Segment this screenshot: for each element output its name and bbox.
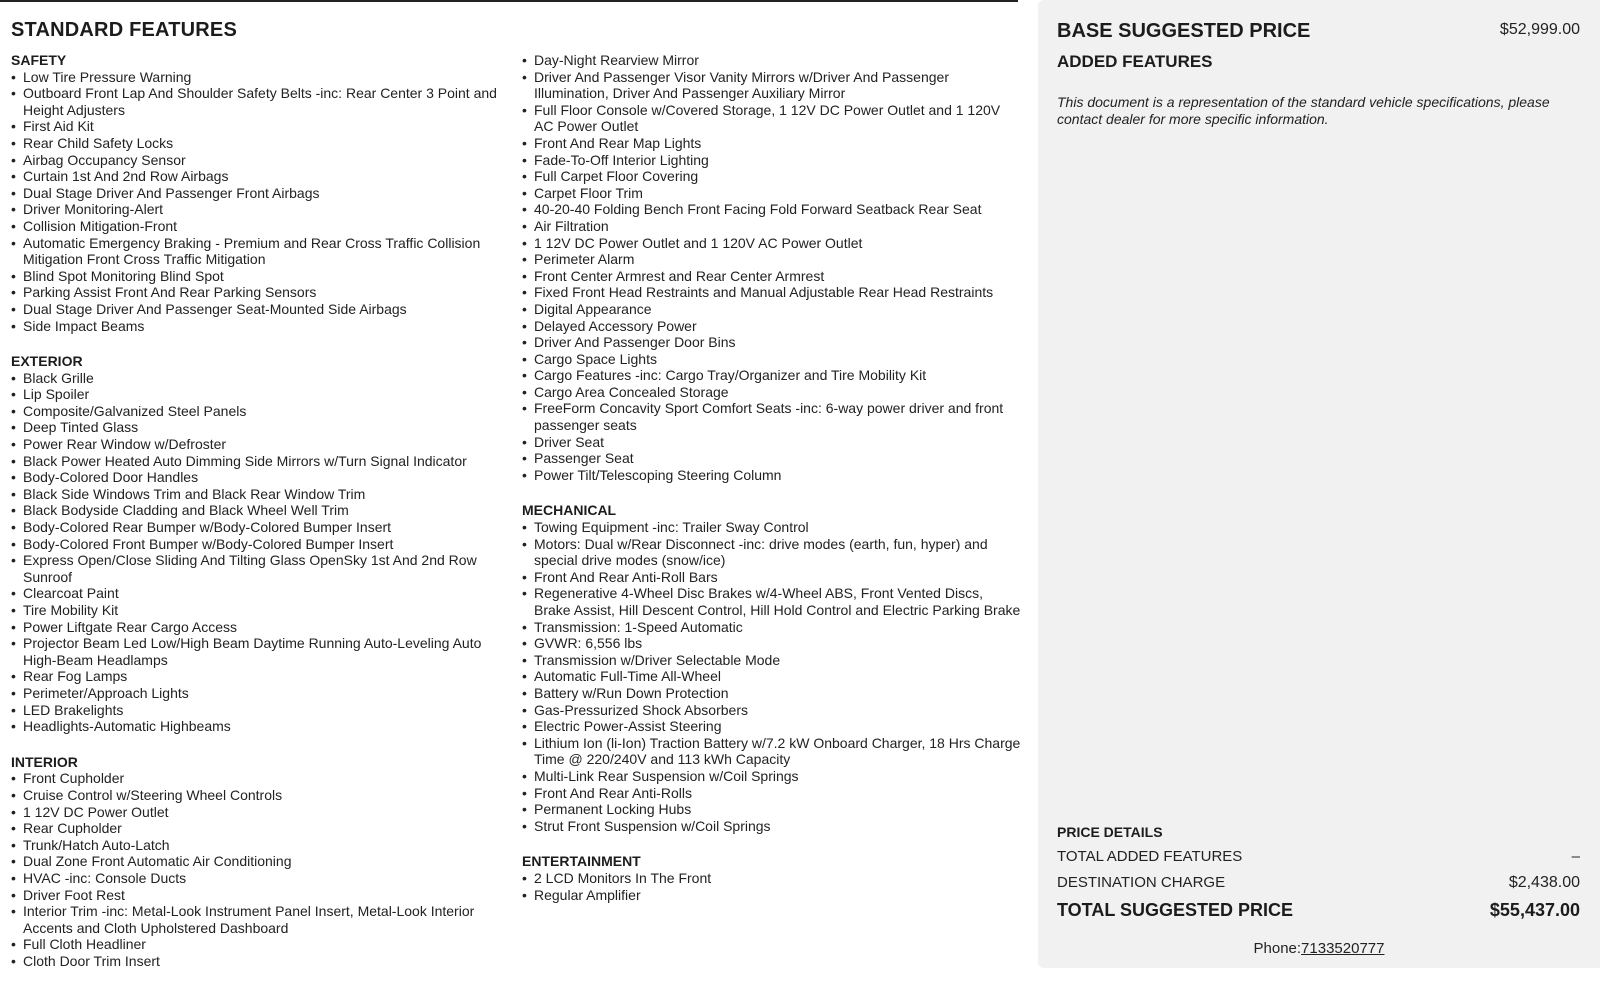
section-exterior [11,353,511,735]
feature-item: • Electric Power-Assist Steering [522,718,1022,735]
total-added-features-label: TOTAL ADDED FEATURES [1057,848,1243,865]
feature-item: • Black Grille [11,370,511,387]
feature-item: • Black Side Windows Trim and Black Rear Window Trim [11,486,511,503]
feature-item: • Black Bodyside Cladding and Black Wheel Well Trim [11,502,511,519]
feature-item: • Regenerative 4-Wheel Disc Brakes w/4-Wheel ABS, Front Vented Discs, Brake Assist, Hill Descent Control, Hill Hold Control and Electric Parking Brake [522,585,1022,618]
feature-item: • Tire Mobility Kit [11,602,511,619]
total-added-features-row [1057,848,1580,865]
feature-item: • Power Rear Window w/Defroster [11,436,511,453]
feature-item: • Rear Fog Lamps [11,668,511,685]
destination-charge-row [1057,874,1580,892]
feature-item: • Dual Stage Driver And Passenger Seat-Mounted Side Airbags [11,301,511,318]
feature-item: • Dual Stage Driver And Passenger Front Airbags [11,185,511,202]
feature-item: • Front Cupholder [11,770,511,787]
feature-item: • 1 12V DC Power Outlet and 1 120V AC Power Outlet [522,235,1022,252]
total-suggested-price-row [1057,900,1580,921]
feature-item: • Composite/Galvanized Steel Panels [11,403,511,420]
added-features-label: ADDED FEATURES [1057,52,1213,71]
phone-label: Phone: [1253,940,1302,957]
feature-item: • Cargo Space Lights [522,351,1022,368]
feature-list [522,52,1022,483]
feature-item: • Black Power Heated Auto Dimming Side Mirrors w/Turn Signal Indicator [11,453,511,470]
feature-item: • GVWR: 6,556 lbs [522,635,1022,652]
features-column-right [522,52,1022,922]
section-safety [11,52,511,334]
feature-item: • Driver And Passenger Visor Vanity Mirrors w/Driver And Passenger Illumination, Driver And Passenger Auxiliary Mirror [522,69,1022,102]
feature-item: • Fade-To-Off Interior Lighting [522,152,1022,169]
feature-item: • Gas-Pressurized Shock Absorbers [522,702,1022,719]
feature-item: • Front And Rear Anti-Roll Bars [522,569,1022,586]
feature-item: • Headlights-Automatic Highbeams [11,718,511,735]
base-price-value: $52,999.00 [1499,21,1580,38]
price-details-heading: PRICE DETAILS [1057,824,1163,840]
section-heading: SAFETY [11,52,67,68]
feature-item: • Front Center Armrest and Rear Center Armrest [522,268,1022,285]
feature-item: • 2 LCD Monitors In The Front [522,870,1022,887]
feature-item: • Body-Colored Rear Bumper w/Body-Colored Bumper Insert [11,519,511,536]
feature-item: • Express Open/Close Sliding And Tilting Glass OpenSky 1st And 2nd Row Sunroof [11,552,511,585]
feature-list [11,370,511,735]
phone-number-link[interactable]: 7133520777 [1301,940,1385,957]
disclaimer-text: This document is a representation of the standard vehicle specifications, please contact dealer for more specific information. [1057,94,1550,127]
feature-item: • Lip Spoiler [11,386,511,403]
feature-item: • Full Carpet Floor Covering [522,168,1022,185]
feature-item: • Air Filtration [522,218,1022,235]
feature-item: • Power Tilt/Telescoping Steering Column [522,467,1022,484]
feature-list [522,870,1022,903]
feature-item: • Passenger Seat [522,450,1022,467]
feature-item: • Blind Spot Monitoring Blind Spot [11,268,511,285]
feature-item: • Front And Rear Map Lights [522,135,1022,152]
feature-item: • 40-20-40 Folding Bench Front Facing Fold Forward Seatback Rear Seat [522,201,1022,218]
feature-item: • Dual Zone Front Automatic Air Conditioning [11,853,511,870]
feature-item: • 1 12V DC Power Outlet [11,804,511,821]
section-heading: EXTERIOR [11,353,83,370]
feature-item: • Strut Front Suspension w/Coil Springs [522,818,1022,835]
feature-item: • Cruise Control w/Steering Wheel Controls [11,787,511,804]
feature-item: • First Aid Kit [11,118,511,135]
feature-item: • Motors: Dual w/Rear Disconnect -inc: drive modes (earth, fun, hyper) and special drive modes (snow/ice) [522,536,1022,569]
feature-item: • Clearcoat Paint [11,585,511,602]
feature-item: • Lithium Ion (li-Ion) Traction Battery w/7.2 kW Onboard Charger, 18 Hrs Charge Time @ 220/240V and 113 kWh Capacity [522,735,1022,768]
feature-item: • Parking Assist Front And Rear Parking Sensors [11,284,511,301]
feature-item: • Delayed Accessory Power [522,318,1022,335]
standard-features-title: STANDARD FEATURES [11,19,237,41]
section-interior [11,754,511,970]
feature-item: • Driver Seat [522,434,1022,451]
feature-item: • Front And Rear Anti-Rolls [522,785,1022,802]
feature-item: • Interior Trim -inc: Metal-Look Instrument Panel Insert, Metal-Look Interior Accents and Cloth Upholstered Dashboard [11,903,511,936]
feature-item: • Transmission w/Driver Selectable Mode [522,652,1022,669]
section-interior-continued [522,52,1022,483]
section-mechanical [522,502,1022,834]
feature-item: • Digital Appearance [522,301,1022,318]
feature-item: • Rear Cupholder [11,820,511,837]
features-column-left [11,52,511,988]
feature-list [11,770,511,969]
feature-item: • Transmission: 1-Speed Automatic [522,619,1022,636]
feature-item: • Cloth Door Trim Insert [11,953,511,970]
feature-item: • Deep Tinted Glass [11,419,511,436]
feature-item: • Automatic Full-Time All-Wheel [522,668,1022,685]
feature-item: • Side Impact Beams [11,318,511,335]
section-heading: MECHANICAL [522,502,617,519]
feature-item: • Day-Night Rearview Mirror [522,52,1022,69]
total-suggested-price-value: $55,437.00 [1489,900,1580,920]
feature-list [522,519,1022,834]
feature-item: • Full Floor Console w/Covered Storage, 1 12V DC Power Outlet and 1 120V AC Power Outlet [522,102,1022,135]
section-entertainment [522,853,1022,903]
feature-item: • Towing Equipment -inc: Trailer Sway Control [522,519,1022,536]
feature-item: • Outboard Front Lap And Shoulder Safety Belts -inc: Rear Center 3 Point and Height Adjusters [11,85,511,118]
feature-item: • Automatic Emergency Braking - Premium and Rear Cross Traffic Collision Mitigation Front Cross Traffic Mitigation [11,235,511,268]
feature-item: • LED Brakelights [11,702,511,719]
feature-item: • Power Liftgate Rear Cargo Access [11,619,511,636]
base-price-label: BASE SUGGESTED PRICE [1057,20,1311,42]
dealer-phone [1038,940,1600,957]
destination-charge-label: DESTINATION CHARGE [1057,874,1226,891]
feature-item: • Body-Colored Front Bumper w/Body-Colored Bumper Insert [11,536,511,553]
feature-item: • Multi-Link Rear Suspension w/Coil Springs [522,768,1022,785]
feature-item: • Trunk/Hatch Auto-Latch [11,837,511,854]
feature-item: • HVAC -inc: Console Ducts [11,870,511,887]
feature-item: • Battery w/Run Down Protection [522,685,1022,702]
feature-item: • Collision Mitigation-Front [11,218,511,235]
feature-item: • Rear Child Safety Locks [11,135,511,152]
feature-item: • Curtain 1st And 2nd Row Airbags [11,168,511,185]
feature-item: • Regular Amplifier [522,887,1022,904]
feature-item: • Permanent Locking Hubs [522,801,1022,818]
feature-item: • Full Cloth Headliner [11,936,511,953]
total-suggested-price-label: TOTAL SUGGESTED PRICE [1057,900,1294,920]
feature-item: • Driver Monitoring-Alert [11,201,511,218]
feature-item: • Projector Beam Led Low/High Beam Daytime Running Auto-Leveling Auto High-Beam Headlamps [11,635,511,668]
destination-charge-value: $2,438.00 [1508,874,1580,891]
top-divider [0,0,1018,2]
total-added-features-value: – [1571,848,1580,865]
feature-item: • Airbag Occupancy Sensor [11,152,511,169]
price-panel [1038,0,1600,968]
feature-item: • Fixed Front Head Restraints and Manual Adjustable Rear Head Restraints [522,284,1022,301]
feature-item: • Driver And Passenger Door Bins [522,334,1022,351]
feature-item: • FreeForm Concavity Sport Comfort Seats -inc: 6-way power driver and front passenger seats [522,400,1022,433]
section-heading: INTERIOR [11,753,78,770]
feature-item: • Carpet Floor Trim [522,185,1022,202]
feature-item: • Driver Foot Rest [11,887,511,904]
feature-list [11,69,511,335]
section-heading: ENTERTAINMENT [522,853,641,870]
feature-item: • Cargo Features -inc: Cargo Tray/Organizer and Tire Mobility Kit [522,367,1022,384]
feature-item: • Body-Colored Door Handles [11,469,511,486]
feature-item: • Perimeter/Approach Lights [11,685,511,702]
feature-item: • Cargo Area Concealed Storage [522,384,1022,401]
feature-item: • Perimeter Alarm [522,251,1022,268]
feature-item: • Low Tire Pressure Warning [11,69,511,86]
